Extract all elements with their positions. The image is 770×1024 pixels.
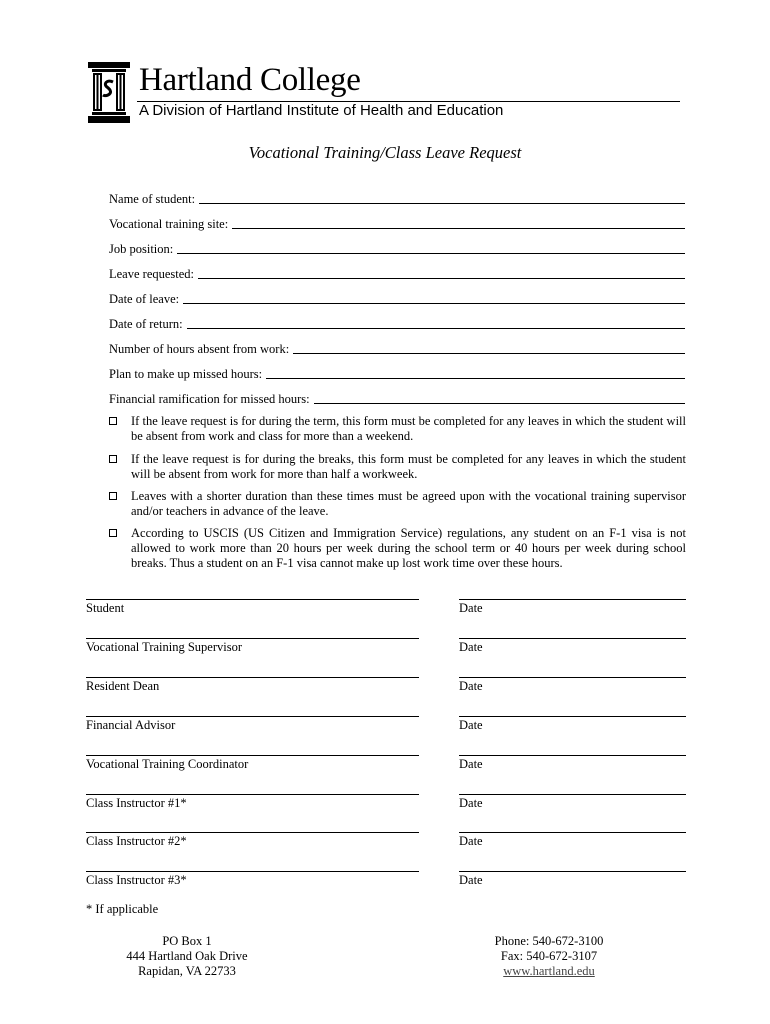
field-input-line[interactable] — [232, 228, 685, 229]
field-hours-absent — [109, 339, 685, 357]
date-line-coordinator[interactable] — [459, 755, 686, 756]
signature-role: Financial Advisor — [86, 718, 176, 732]
field-label: Date of leave: — [109, 292, 180, 306]
note-text: If the leave request is for during the breaks, this form must be completed for any leaves in which the student will be absent from work for more than half a workweek. — [131, 452, 686, 481]
date-line-supervisor[interactable] — [459, 638, 686, 639]
field-input-line[interactable] — [199, 203, 685, 204]
website-link[interactable]: www.hartland.edu — [503, 964, 595, 978]
signature-line-student[interactable] — [86, 599, 419, 600]
checkbox-icon[interactable] — [109, 455, 117, 463]
field-input-line[interactable] — [183, 303, 685, 304]
date-line-instructor-3[interactable] — [459, 871, 686, 872]
field-label: Leave requested: — [109, 267, 195, 281]
date-label: Date — [459, 679, 483, 693]
signature-line-instructor-1[interactable] — [86, 794, 419, 795]
signature-line-financial-advisor[interactable] — [86, 716, 419, 717]
form-title: Vocational Training/Class Leave Request — [248, 143, 522, 162]
field-input-line[interactable] — [187, 328, 685, 329]
signature-role: Class Instructor #1* — [86, 796, 187, 810]
field-label: Job position: — [109, 242, 174, 256]
fax-number: Fax: 540-672-3107 — [500, 949, 598, 963]
signature-role: Resident Dean — [86, 679, 160, 693]
field-date-of-leave — [109, 289, 685, 307]
address-line: PO Box 1 — [162, 934, 212, 948]
field-input-line[interactable] — [293, 353, 685, 354]
field-label: Name of student: — [109, 192, 196, 206]
checkbox-icon[interactable] — [109, 417, 117, 425]
field-label: Vocational training site: — [109, 217, 229, 231]
field-leave-requested — [109, 264, 685, 282]
footnote: * If applicable — [86, 902, 159, 916]
field-input-line[interactable] — [177, 253, 685, 254]
field-label: Date of return: — [109, 317, 183, 331]
college-division: A Division of Hartland Institute of Health and Education — [139, 102, 504, 119]
date-label: Date — [459, 601, 483, 615]
date-line-financial-advisor[interactable] — [459, 716, 686, 717]
address-line: Rapidan, VA 22733 — [138, 964, 236, 978]
field-label: Financial ramification for missed hours: — [109, 392, 310, 406]
signature-role: Vocational Training Coordinator — [86, 757, 249, 771]
contact-info — [449, 934, 649, 979]
signature-line-instructor-2[interactable] — [86, 832, 419, 833]
date-label: Date — [459, 718, 483, 732]
note-text: If the leave request is for during the term, this form must be completed for any leaves in which the student will be absent from work and class for more than a weekend. — [131, 414, 686, 443]
signature-line-coordinator[interactable] — [86, 755, 419, 756]
field-date-of-return — [109, 314, 685, 332]
signature-role: Class Instructor #2* — [86, 834, 187, 848]
signature-role: Vocational Training Supervisor — [86, 640, 243, 654]
mailing-address — [87, 934, 287, 979]
field-make-up-plan — [109, 364, 685, 382]
signature-line-instructor-3[interactable] — [86, 871, 419, 872]
phone-number: Phone: 540-672-3100 — [494, 934, 604, 948]
signature-role: Student — [86, 601, 125, 615]
signature-role: Class Instructor #3* — [86, 873, 187, 887]
address-line: 444 Hartland Oak Drive — [126, 949, 248, 963]
note-term-leave — [109, 414, 686, 444]
field-label: Plan to make up missed hours: — [109, 367, 263, 381]
note-text: Leaves with a shorter duration than these times must be agreed upon with the vocational training supervisor and/or teachers in advance of the leave. — [131, 489, 686, 518]
signature-line-supervisor[interactable] — [86, 638, 419, 639]
date-label: Date — [459, 873, 483, 887]
field-label: Number of hours absent from work: — [109, 342, 290, 356]
note-text: According to USCIS (US Citizen and Immigration Service) regulations, any student on an F-1 visa is not allowed to work more than 20 hours per week during the school term or 40 hours per week during school breaks. Thus a student on an F-1 visa cannot make up lost work time over these hours. — [131, 526, 686, 570]
date-line-instructor-1[interactable] — [459, 794, 686, 795]
checkbox-icon[interactable] — [109, 529, 117, 537]
field-input-line[interactable] — [314, 403, 685, 404]
field-financial-ramification — [109, 389, 685, 407]
field-input-line[interactable] — [198, 278, 685, 279]
date-line-student[interactable] — [459, 599, 686, 600]
note-f1-visa — [109, 526, 686, 571]
field-vocational-training-site — [109, 214, 685, 232]
date-line-instructor-2[interactable] — [459, 832, 686, 833]
field-job-position — [109, 239, 685, 257]
signature-line-resident-dean[interactable] — [86, 677, 419, 678]
note-break-leave — [109, 452, 686, 482]
date-label: Date — [459, 757, 483, 771]
date-label: Date — [459, 796, 483, 810]
college-name: Hartland College — [139, 62, 361, 98]
date-label: Date — [459, 834, 483, 848]
checkbox-icon[interactable] — [109, 492, 117, 500]
field-input-line[interactable] — [266, 378, 685, 379]
field-name-of-student — [109, 189, 685, 207]
hartland-column-logo-icon — [86, 60, 132, 126]
date-label: Date — [459, 640, 483, 654]
date-line-resident-dean[interactable] — [459, 677, 686, 678]
note-shorter-leave — [109, 489, 686, 519]
